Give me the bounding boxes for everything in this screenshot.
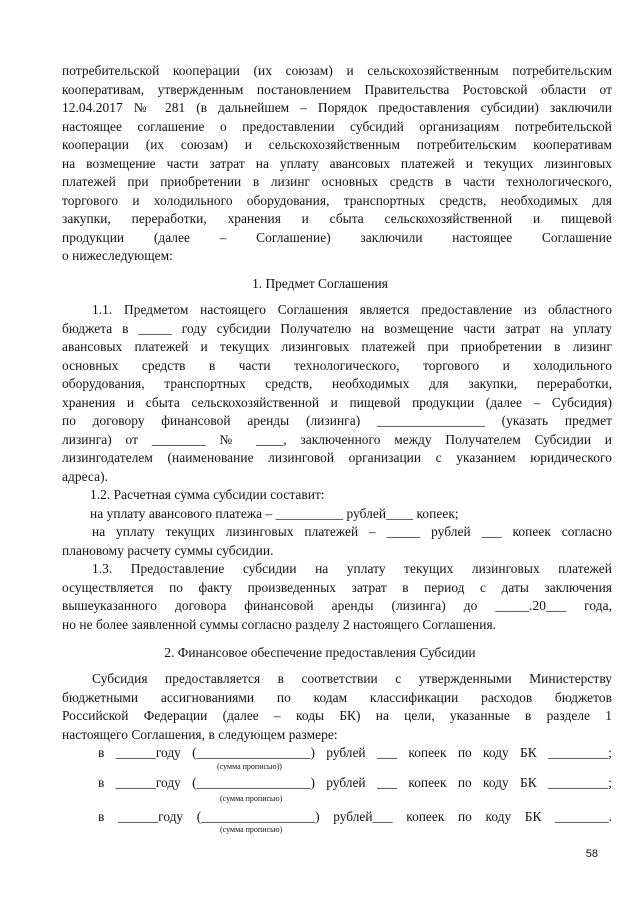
- intro-line: о нижеследующем:: [62, 248, 173, 263]
- lease-payments-line-cont: плановому расчету суммы субсидии.: [62, 543, 274, 558]
- section-1-1-line: лизингодателем (наименование лизинговой организации с указанием юридического: [62, 450, 612, 465]
- section-1-3-line: 1.3. Предоставление субсидии на уплату текущих лизинговых платежей: [92, 561, 612, 576]
- funding-row: в ______году (_________________) рублей ___ копеек по коду БК _________;: [98, 775, 612, 790]
- section-1-1-line: адреса).: [62, 469, 108, 484]
- intro-line: продукции (далее – Соглашение) заключили настоящее Соглашение: [62, 230, 612, 245]
- intro-line: 12.04.2017 № 281 (в дальнейшем – Порядок предоставления субсидии) заключили: [62, 100, 612, 115]
- section-1-2-title: 1.2. Расчетная сумма субсидии составит:: [90, 487, 325, 502]
- section-1-1-line: хранения и сбыта сельскохозяйственной и пищевой продукции (далее – Субсидия): [62, 395, 612, 410]
- amount-in-words-hint: (сумма прописью): [220, 825, 283, 834]
- section-2-title: 2. Финансовое обеспечение предоставления Субсидии: [164, 645, 476, 660]
- section-1-title: 1. Предмет Соглашения: [252, 276, 388, 291]
- section-1-1-line: авансовых платежей и текущих лизинговых платежей при приобретении в лизинг: [62, 339, 612, 354]
- amount-in-words-hint: (сумма прописью)): [217, 762, 282, 771]
- section-2-line: Российской Федерации (далее – коды БК) на цели, указанные в разделе 1: [62, 708, 612, 723]
- section-1-1-line: по договору финансовой аренды (лизинга) ________________ (указать предмет: [62, 413, 612, 428]
- funding-row: в ______году (_________________) рублей ___ копеек по коду БК _________;: [98, 745, 612, 760]
- section-1-3-line: вышеуказанного договора финансовой аренды (лизинга) до _____.20___ года,: [62, 598, 612, 613]
- section-1-1-line: основных средств в части технологического, торгового и холодильного: [62, 358, 612, 373]
- section-2-line: Субсидия предоставляется в соответствии с утвержденными Министерству: [92, 671, 612, 686]
- intro-line: торгового и холодильного оборудования, транспортных средств, необходимых для: [62, 193, 612, 208]
- section-1-3-line: но не более заявленной суммы согласно разделу 2 настоящего Соглашения.: [62, 617, 497, 632]
- section-1-1-line: оборудования, транспортных средств, необходимых для закупки, переработки,: [62, 376, 612, 391]
- advance-payment-line: на уплату авансового платежа – __________ рублей____ копеек;: [90, 506, 459, 521]
- intro-line: кооперации (их союзам) и сельскохозяйственным потребительским кооперативам: [62, 137, 612, 152]
- section-2-line: бюджетными ассигнованиями по кодам классификации расходов бюджетов: [62, 690, 612, 705]
- page-number: 58: [585, 848, 598, 860]
- section-1-1-line: бюджета в _____ году субсидии Получателю на возмещение части затрат на уплату: [62, 321, 612, 336]
- section-1-3-line: осуществляется по факту произведенных затрат в период с даты заключения: [62, 580, 612, 595]
- section-1-1-line: 1.1. Предметом настоящего Соглашения является предоставление из областного: [92, 302, 612, 317]
- section-2-line: настоящего Соглашения, в следующем размере:: [62, 727, 338, 742]
- intro-line: настоящее соглашение о предоставлении субсидий организациям потребительской: [62, 119, 612, 134]
- intro-line: закупки, переработки, хранения и сбыта сельскохозяйственной и пищевой: [62, 211, 612, 226]
- funding-row: в ______году (_________________) рублей___ копеек по коду БК ________.: [98, 809, 612, 824]
- lease-payments-line: на уплату текущих лизинговых платежей – _____ рублей ___ копеек согласно: [92, 524, 612, 539]
- intro-line: кооперативам, утвержденным постановлением Правительства Ростовской области от: [62, 82, 612, 97]
- intro-line: потребительской кооперации (их союзам) и сельскохозяйственным потребительским: [62, 63, 612, 78]
- intro-line: на возмещение части затрат на уплату авансовых платежей и текущих лизинговых: [62, 156, 612, 171]
- section-1-1-line: лизинга) от ________ № ____, заключенного между Получателем Субсидии и: [62, 432, 612, 447]
- amount-in-words-hint: (сумма прописью): [220, 794, 283, 803]
- intro-line: платежей при приобретении в лизинг основных средств в части технологического,: [62, 174, 612, 189]
